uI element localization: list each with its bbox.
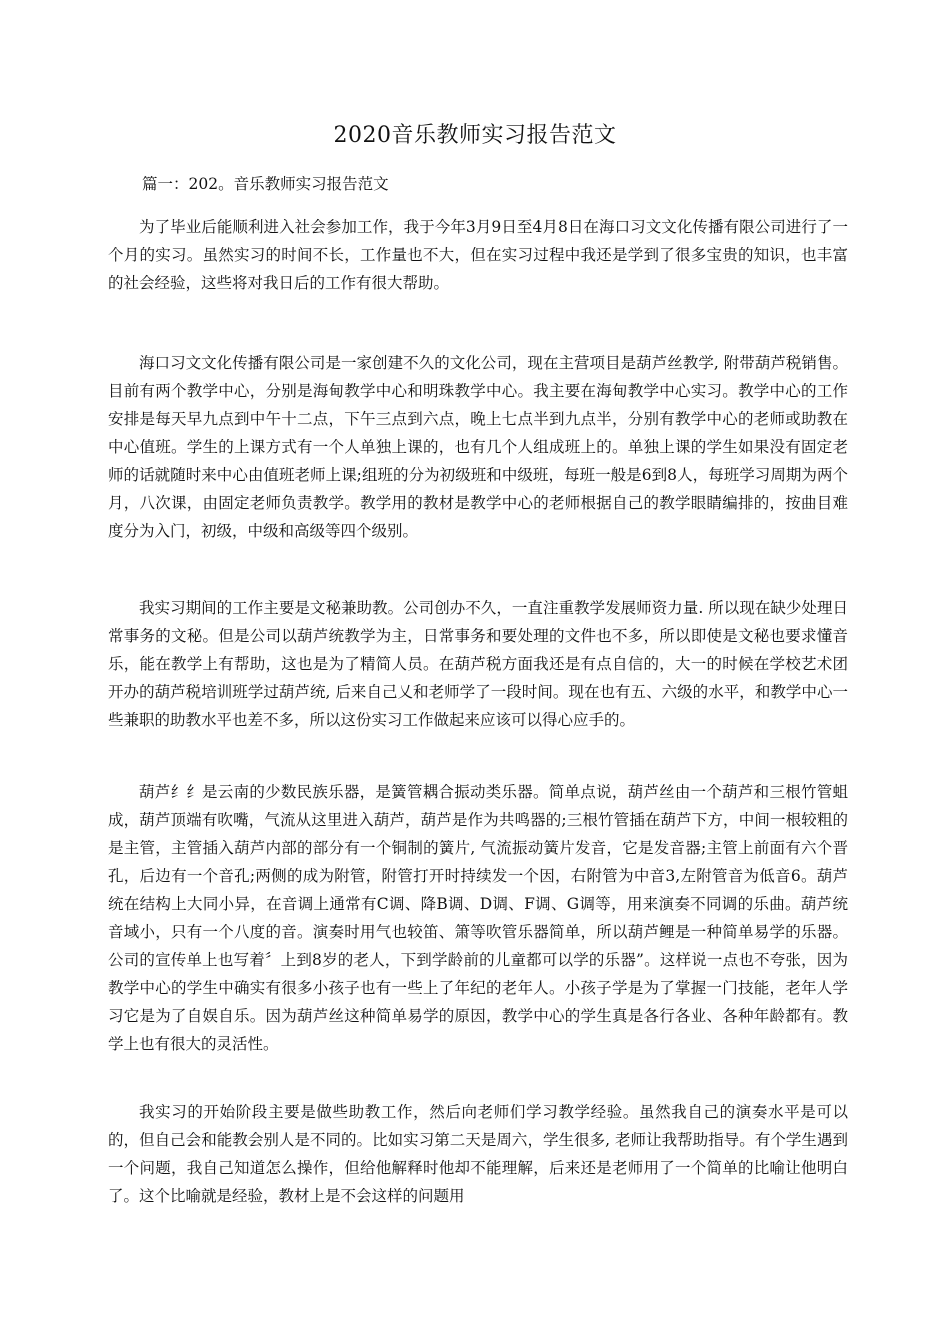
document-title: 2020音乐教师实习报告范文 bbox=[333, 123, 617, 148]
paragraph-4: 葫芦纟纟是云南的少数民族乐器，是簧管耦合振动类乐器。简单点说，葫芦丝由一个葫芦和三根竹管蛆成，葫芦顶端有吹嘴，气流从这里进入葫芦，葫芦是作为共鸣器的;三根竹管插在葫芦下方，中间一根较粗的是主管，主管插入葫芦内部的部分有一个铜制的簧片, 气流振动簧片发音，它是发音器;主管上前面有六个晋孔，后边有一个音孔;两侧的成为附管，附管打开时持续发一个因，右附管为中音3,左附管音为低音6。葫芦统在结构上大同小异，在音调上通常有C调、降B调、D调、F调、G调等，用来演奏不同调的乐曲。葫芦统音域小，只有一个八度的音。演奏时用气也较笛、箫等吹管乐器简单，所以葫芦鲤是一种简单易学的乐器。公司的宣传单上也写着〞上到8岁的老人，下到学龄前的儿童都可以学的乐器”。这样说一点也不夸张，因为教学中心的学生中确实有很多小孩子也有一些上了年纪的老年人。小孩子学是为了掌握一门技能，老年人学习它是为了自娱自乐。因为葫芦丝这种简单易学的原因，教学中心的学生真是各行各业、各种年龄都有。教学上也有很大的灵活性。 bbox=[108, 783, 848, 1053]
paragraph-2: 海口习文文化传播有限公司是一家创建不久的文化公司，现在主营项目是葫芦丝教学, 附带葫芦税销售。目前有两个教学中心，分别是海甸教学中心和明珠教学中心。我主要在海甸教学中心实习。教学中心的工作安排是每天早九点到中午十二点，下午三点到六点，晚上七点半到九点半，分别有教学中心的老师或助教在中心值班。学生的上课方式有一个人单独上课的，也有几个人组成班上的。单独上课的学生如果没有固定老师的话就随时来中心由值班老师上课;组班的分为初级班和中级班，每班一般是6到8人，每班学习周期为两个月，八次课，由固定老师负责教学。教学用的教材是教学中心的老师根据自己的教学眼睛编排的，按曲目难度分为入门，初级，中级和高级等四个级别。 bbox=[108, 354, 848, 540]
paragraph-1: 为了毕业后能顺利进入社会参加工作，我于今年3月9日至4月8日在海口习文文化传播有限公司进行了一个月的实习。虽然实习的时间不长，工作量也不大，但在实习过程中我还是学到了很多宝贵的知识，也丰富的社会经验，这些将对我日后的工作有很大帮助。 bbox=[108, 218, 848, 292]
document-subtitle: 篇一：202。音乐教师实习报告范文 bbox=[142, 175, 389, 193]
paragraph-3: 我实习期间的工作主要是文秘兼助教。公司创办不久，一直注重教学发展师资力量. 所以现在缺少处理日常事务的文秘。但是公司以葫芦统教学为主，日常事务和要处理的文件也不多，所以即使是文秘也要求懂音乐，能在教学上有帮助，这也是为了精简人员。在葫芦税方面我还是有点自信的，大一的时候在学校艺术团开办的葫芦税培训班学过葫芦统, 后来自己乂和老师学了一段时间。现在也有五、六级的水平，和教学中心一些兼职的助教水平也差不多，所以这份实习工作做起来应该可以得心应手的。 bbox=[108, 599, 848, 729]
paragraph-5: 我实习的开始阶段主要是做些助教工作，然后向老师们学习教学经验。虽然我自己的演奏水平是可以的，但自己会和能教会别人是不同的。比如实习第二天是周六，学生很多, 老师让我帮助指导。有个学生遇到一个问题，我自己知道怎么操作，但给他解释时他却不能理解，后来还是老师用了一个简单的比喻让他明白了。这个比喻就是经验，教材上是不会这样的问题用 bbox=[108, 1103, 848, 1205]
